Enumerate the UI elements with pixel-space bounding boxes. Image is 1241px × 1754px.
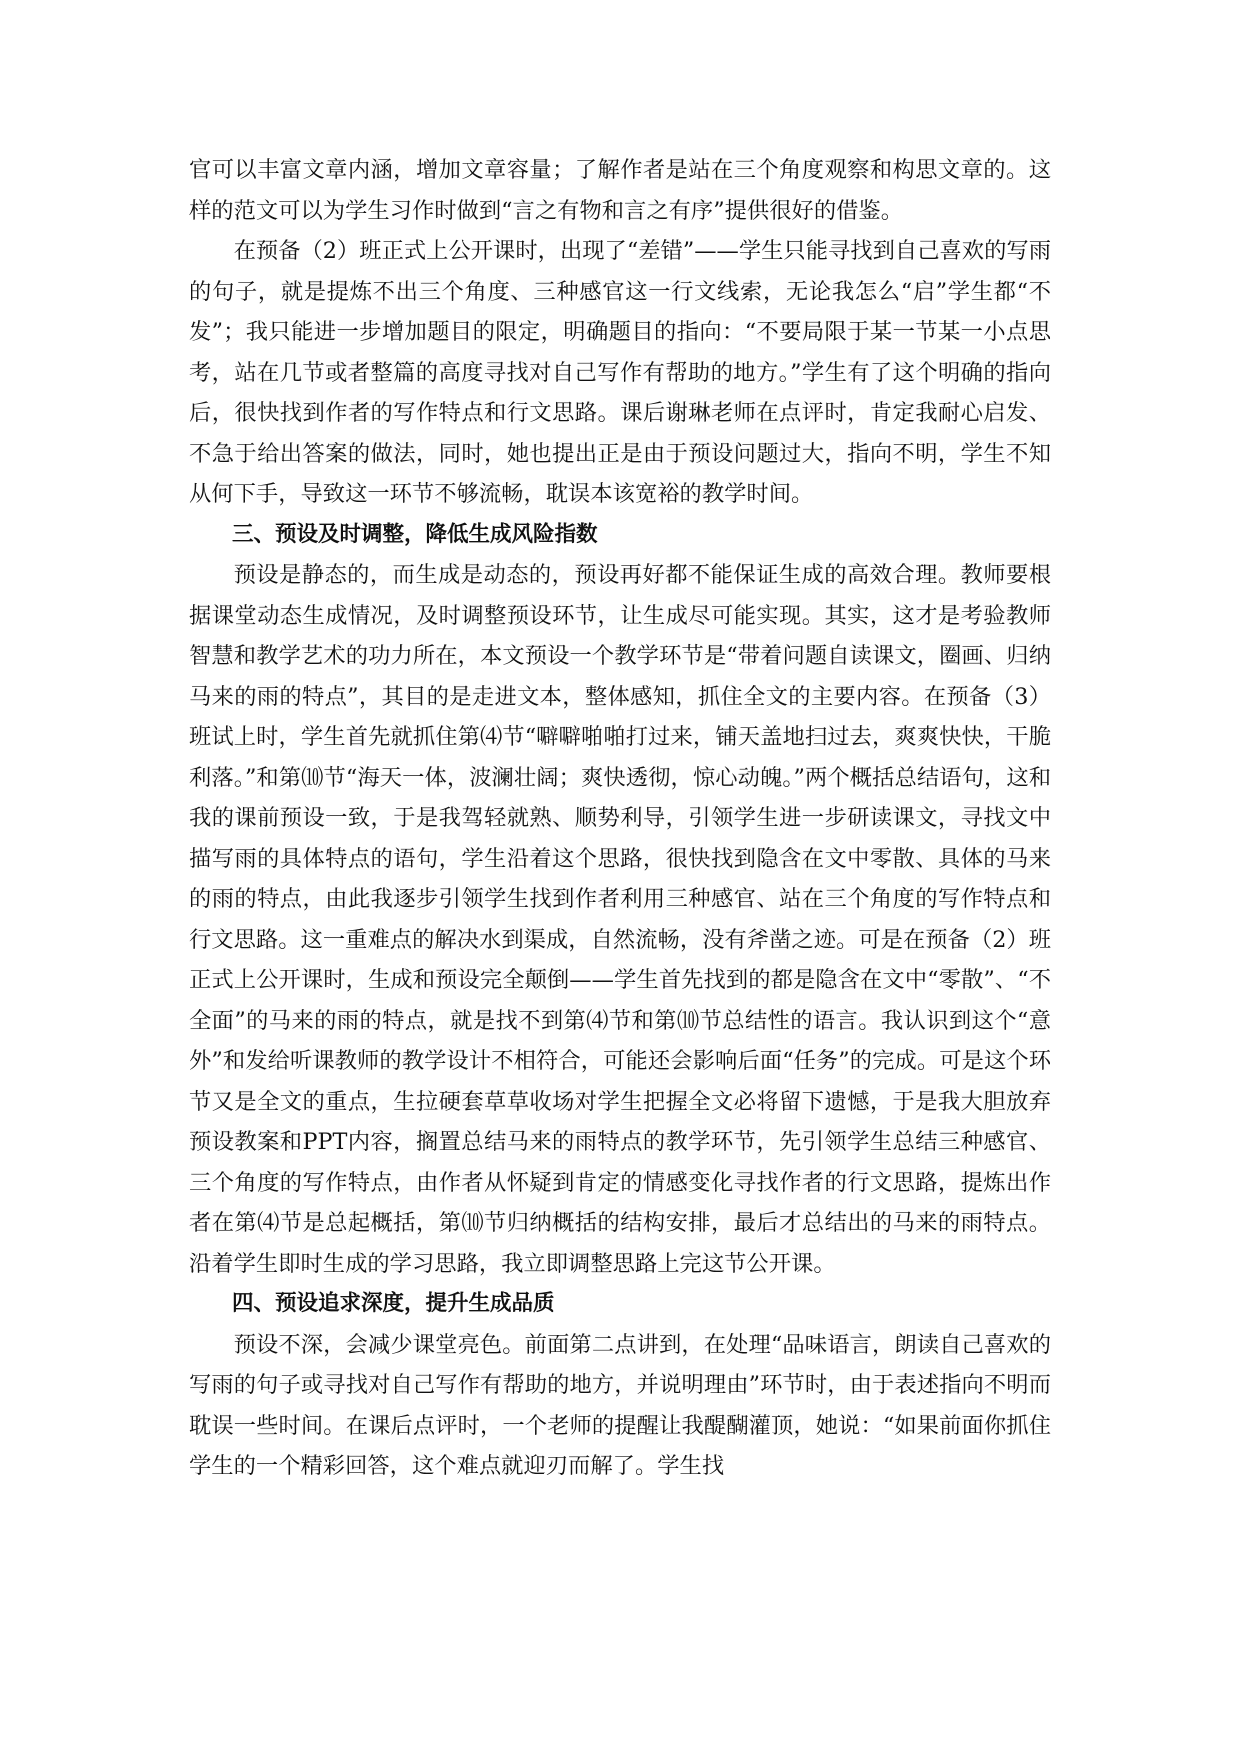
paragraph-body: 预设不深，会减少课堂亮色。前面第二点讲到，在处理“品味语言，朗读自己喜欢的写雨的句子或寻找对自己写作有帮助的地方，并说明理由”环节时，由于表述指向不明而耽误一些时间。在课后点评时，一个老师的提醒让我醍醐灌顶，她说：“如果前面你抓住学生的一个精彩回答，这个难点就迎刃而解了。学生找 <box>189 1331 1051 1479</box>
paragraph-continuation: 官可以丰富文章内涵，增加文章容量；了解作者是站在三个角度观察和构思文章的。这样的范文可以为学生习作时做到“言之有物和言之有序”提供很好的借鉴。 <box>189 157 1051 224</box>
paragraph-body: 预设是静态的，而生成是动态的，预设再好都不能保证生成的高效合理。教师要根据课堂动态生成情况，及时调整预设环节，让生成尽可能实现。其实，这才是考验教师智慧和教学艺术的功力所在，本文预设一个教学环节是“带着问题自读课文，圈画、归纳马来的雨的特点”，其目的是走进文本，整体感知，抓住全文的主要内容。在预备（3）班试上时，学生首先就抓住第⑷节“噼噼啪啪打过来，铺天盖地扫过去，爽爽快快，干脆利落。”和第⑽节“海天一体，波澜壮阔；爽快透彻，惊心动魄。”两个概括总结语句，这和我的课前预设一致，于是我驾轻就熟、顺势利导，引领学生进一步研读课文，寻找文中描写雨的具体特点的语句，学生沿着这个思路，很快找到隐含在文中零散、具体的马来的雨的特点，由此我逐步引领学生找到作者利用三种感官、站在三个角度的写作特点和行文思路。这一重难点的解决水到渠成，自然流畅，没有斧凿之迹。可是在预备（2）班正式上公开课时，生成和预设完全颠倒——学生首先找到的都是隐含在文中“零散”、“不全面”的马来的雨的特点，就是找不到第⑷节和第⑽节总结性的语言。我认识到这个“意外”和发给听课教师的教学设计不相符合，可能还会影响后面“任务”的完成。可是这个环节又是全文的重点，生拉硬套草草收场对学生把握全文必将留下遗憾，于是我大胆放弃预设教案和PPT内容，搁置总结马来的雨特点的教学环节，先引领学生总结三种感官、三个角度的写作特点，由作者从怀疑到肯定的情感变化寻找作者的行文思路，提炼出作者在第⑷节是总起概括，第⑽节归纳概括的结构安排，最后才总结出的马来的雨特点。沿着学生即时生成的学习思路，我立即调整思路上完这节公开课。 <box>189 562 1051 1277</box>
paragraph-body: 在预备（2）班正式上公开课时，出现了“差错”——学生只能寻找到自己喜欢的写雨的句子，就是提炼不出三个角度、三种感官这一行文线索，无论我怎么“启”学生都“不发”；我只能进一步增加题目的限定，明确题目的指向：“不要局限于某一节某一小点思考，站在几节或者整篇的高度寻找对自己写作有帮助的地方。”学生有了这个明确的指向后，很快找到作者的写作特点和行文思路。课后谢琳老师在点评时，肯定我耐心启发、不急于给出答案的做法，同时，她也提出正是由于预设问题过大，指向不明，学生不知从何下手，导致这一环节不够流畅，耽误本该宽裕的教学时间。 <box>189 238 1052 507</box>
section-heading-3: 三、预设及时调整，降低生成风险指数 <box>232 521 598 547</box>
document-body <box>189 150 1051 1487</box>
section-heading-4: 四、预设追求深度，提升生成品质 <box>232 1291 555 1316</box>
